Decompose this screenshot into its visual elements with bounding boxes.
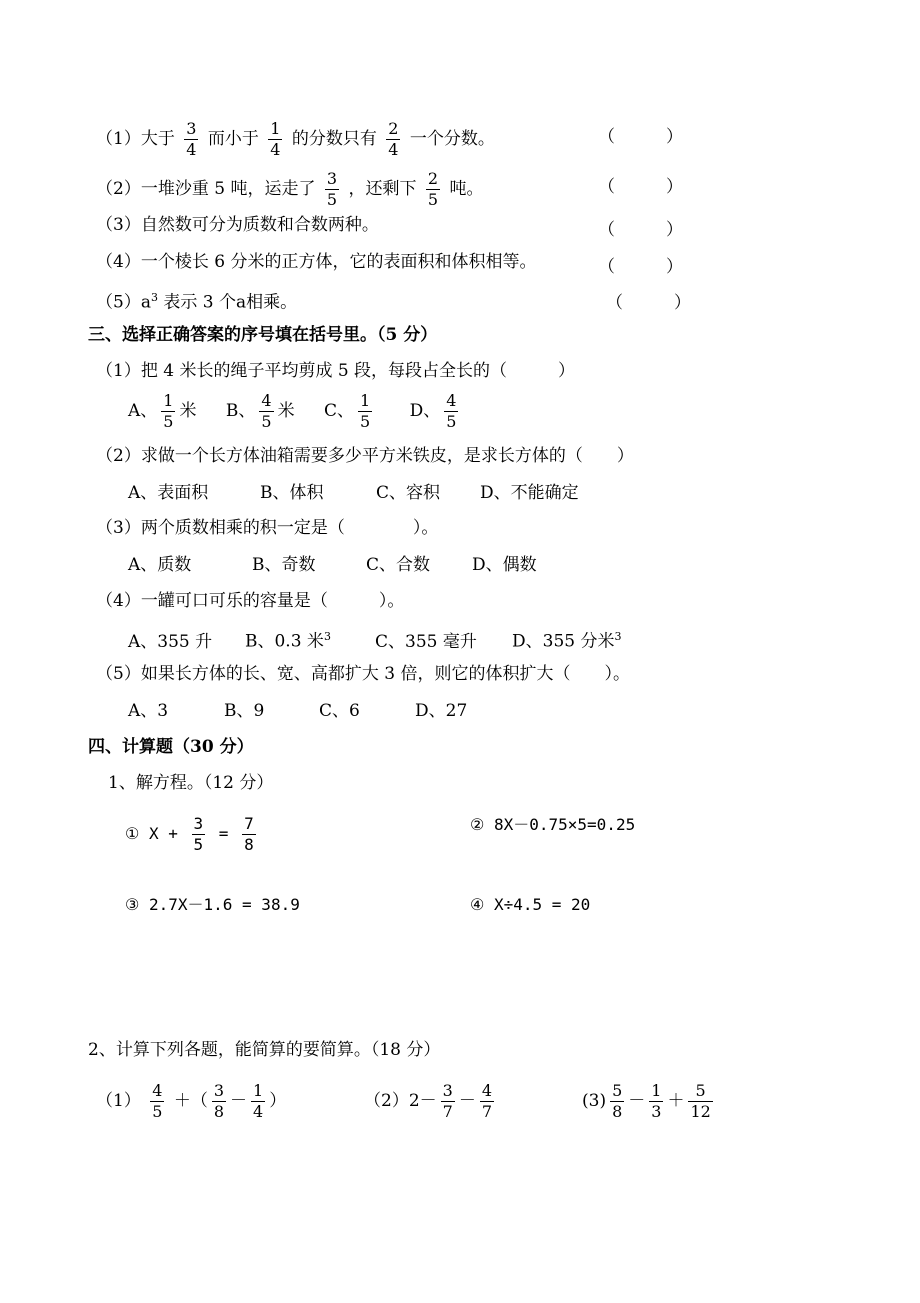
choice-q2-options: A、表面积 B、体积 C、容积 D、不能确定 xyxy=(128,483,579,503)
answer-paren[interactable]: （ ） xyxy=(598,257,683,277)
part2-title: 2、计算下列各题，能简算的要简算。（18 分） xyxy=(88,1040,441,1060)
judge-q2: （2）一堆沙重 5 吨，运走了 $\frac{3}{5}$ ，还剩下 $\frac{2}{5}$ 吨。 xyxy=(96,169,484,209)
fraction: $\frac{4}{5}$ xyxy=(261,391,272,431)
fraction: $\frac{3}{5}$ xyxy=(193,814,204,854)
choice-q4: （4）一罐可口可乐的容量是（ ）。 xyxy=(96,591,405,611)
fraction: $\frac{1}{5}$ xyxy=(359,391,371,431)
judge-q5: $(5)a^3$ 表示 3 个a相乘。 xyxy=(96,291,298,313)
fraction: $\frac{3}{4}$ xyxy=(186,119,197,159)
equation-3: ③ 2.7X－1.6 = 38.9 xyxy=(125,895,300,914)
section4-title: 四、计算题（30 分） xyxy=(88,737,254,757)
equation-4: ④ X÷4.5 = 20 xyxy=(470,895,591,914)
calc-3: (3) $\frac{5}{8}$ － $\frac{1}{3}$ ＋ $\frac{5}{12}$ xyxy=(582,1081,711,1121)
answer-paren[interactable]: （ ） xyxy=(598,177,683,197)
fraction: $\frac{5}{12}$ xyxy=(690,1081,711,1121)
fraction: $\frac{4}{5}$ xyxy=(152,1081,163,1121)
section3-title: 三、选择正确答案的序号填在括号里。（5 分） xyxy=(88,325,438,345)
choice-q5-options: A、3 B、9 C、6 D、27 xyxy=(128,701,468,721)
choice-q4-options: A、355 升 B、0.3 米$^3$ C、355 毫升 D、355 分米$^3$ xyxy=(128,630,622,652)
equation-1: ① X + $\frac{3}{5}$ = $\frac{7}{8}$ xyxy=(125,814,254,854)
fraction: $\frac{3}{7}$ xyxy=(442,1081,453,1121)
fraction: $\frac{7}{8}$ xyxy=(244,814,254,854)
fraction: $\frac{3}{8}$ xyxy=(213,1081,225,1121)
part1-title: 1、解方程。（12 分） xyxy=(108,773,274,793)
fraction: $\frac{2}{5}$ xyxy=(427,169,439,209)
choice-q3-options: A、质数 B、奇数 C、合数 D、偶数 xyxy=(128,555,537,575)
calc-1: （1） $\frac{4}{5}$ ＋（ $\frac{3}{8}$ － $\frac{1}{4}$ ） xyxy=(96,1081,287,1121)
answer-paren[interactable]: （ ） xyxy=(606,293,691,313)
equation-2: ② 8X－0.75×5=0.25 xyxy=(470,815,636,834)
fraction: $\frac{5}{8}$ xyxy=(612,1081,623,1121)
choice-q5: （5）如果长方体的长、宽、高都扩大 3 倍，则它的体积扩大（ ）。 xyxy=(96,664,630,684)
judge-q4: （4）一个棱长 6 分米的正方体，它的表面积和体积相等。 xyxy=(96,252,537,272)
choice-q3: （3）两个质数相乘的积一定是（ ）。 xyxy=(96,518,439,538)
fraction: $\frac{1}{4}$ xyxy=(253,1081,264,1121)
judge-q1: （1）大于 $\frac{3}{4}$ 而小于 $\frac{1}{4}$ 的分数只有 $\frac{2}{4}$ 一个分数。 xyxy=(96,119,495,159)
choice-q2: （2）求做一个长方体油箱需要多少平方米铁皮，是求长方体的（ ） xyxy=(96,446,634,466)
answer-paren[interactable]: （ ） xyxy=(598,220,683,240)
judge-q3: （3）自然数可分为质数和合数两种。 xyxy=(96,215,379,235)
calc-2: （2）2－ $\frac{3}{7}$ － $\frac{4}{7}$ xyxy=(364,1081,493,1121)
fraction: $\frac{2}{4}$ xyxy=(388,119,399,159)
choice-q1: （1）把 4 米长的绳子平均剪成 5 段，每段占全长的（ ） xyxy=(96,361,576,381)
fraction: $\frac{1}{5}$ xyxy=(163,391,174,431)
fraction: $\frac{4}{5}$ xyxy=(446,391,457,431)
answer-paren[interactable]: （ ） xyxy=(598,127,683,147)
fraction: $\frac{4}{7}$ xyxy=(481,1081,493,1121)
fraction: $\frac{1}{4}$ xyxy=(270,119,281,159)
fraction: $\frac{1}{3}$ xyxy=(651,1081,662,1121)
choice-q1-options: A、 $\frac{1}{5}$ 米 B、 $\frac{4}{5}$ 米 C、 $\frac{1}{5}$ D、 $\frac{4}{5}$ xyxy=(128,391,457,431)
fraction: $\frac{3}{5}$ xyxy=(326,169,338,209)
